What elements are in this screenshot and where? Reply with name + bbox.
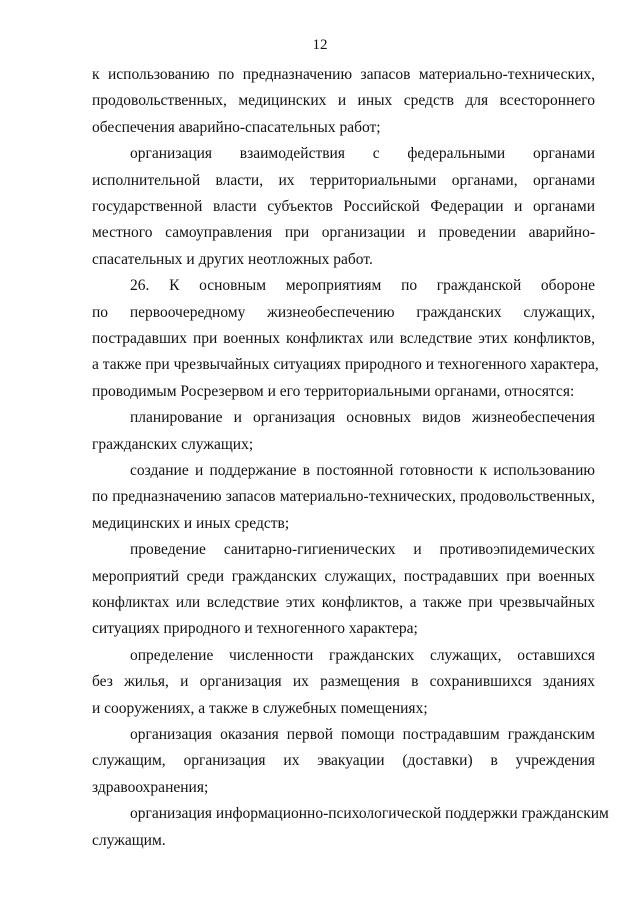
text-line: конфликтах или вследствие этих конфликтов, а также при чрезвычайных bbox=[92, 594, 595, 611]
text-line: местного самоуправления при организации и проведении аварийно- bbox=[92, 224, 595, 242]
text-line: определение численности гражданских служащих, оставшихся bbox=[130, 646, 595, 664]
text-line: гражданских служащих; bbox=[92, 435, 254, 453]
text-line: ситуациях природного и техногенного характера; bbox=[92, 620, 418, 638]
text-line: 26. К основным мероприятиям по гражданской обороне bbox=[130, 277, 595, 295]
text-line: здравоохранения; bbox=[92, 778, 209, 796]
text-line: служащим, организация их эвакуации (доставки) в учреждения bbox=[92, 752, 595, 770]
text-line: планирование и организация основных видов жизнеобеспечения bbox=[130, 409, 595, 427]
text-line: организация оказания первой помощи пострадавшим гражданским bbox=[130, 726, 595, 743]
text-line: по предназначению запасов материально-технических, продовольственных, bbox=[92, 488, 595, 506]
text-line: к использованию по предназначению запасов материально-технических, bbox=[92, 66, 595, 83]
text-line: пострадавших при военных конфликтах или вследствие этих конфликтов, bbox=[92, 330, 595, 347]
text-line: продовольственных, медицинских и иных средств для всестороннего bbox=[92, 92, 595, 110]
text-line: мероприятий среди гражданских служащих, пострадавших при военных bbox=[92, 567, 595, 585]
text-line: государственной власти субъектов Российской Федерации и органами bbox=[92, 198, 595, 215]
text-line: проводимым Росрезервом и его территориальными органами, относятся: bbox=[92, 382, 575, 400]
text-line: спасательных и других неотложных работ. bbox=[92, 250, 373, 268]
page-number: 12 bbox=[312, 37, 328, 53]
text-line: а также при чрезвычайных ситуациях природного и техногенного характера, bbox=[92, 356, 599, 374]
text-line: обеспечения аварийно-спасательных работ; bbox=[92, 118, 381, 136]
text-line: и сооружениях, а также в служебных помещениях; bbox=[92, 699, 428, 717]
text-line: по первоочередному жизнеобеспечению гражданских служащих, bbox=[92, 303, 595, 321]
text-line: исполнительной власти, их территориальными органами, органами bbox=[92, 171, 595, 189]
text-line: организация взаимодействия с федеральными органами bbox=[130, 145, 595, 163]
text-line: служащим. bbox=[92, 831, 166, 849]
text-line: организация информационно-психологической поддержки гражданским bbox=[130, 805, 609, 823]
text-line: медицинских и иных средств; bbox=[92, 514, 290, 532]
text-line: создание и поддержание в постоянной готовности к использованию bbox=[130, 462, 595, 479]
text-line: проведение санитарно-гигиенических и противоэпидемических bbox=[130, 541, 595, 559]
text-line: без жилья, и организация их размещения в сохранившихся зданиях bbox=[92, 673, 595, 691]
